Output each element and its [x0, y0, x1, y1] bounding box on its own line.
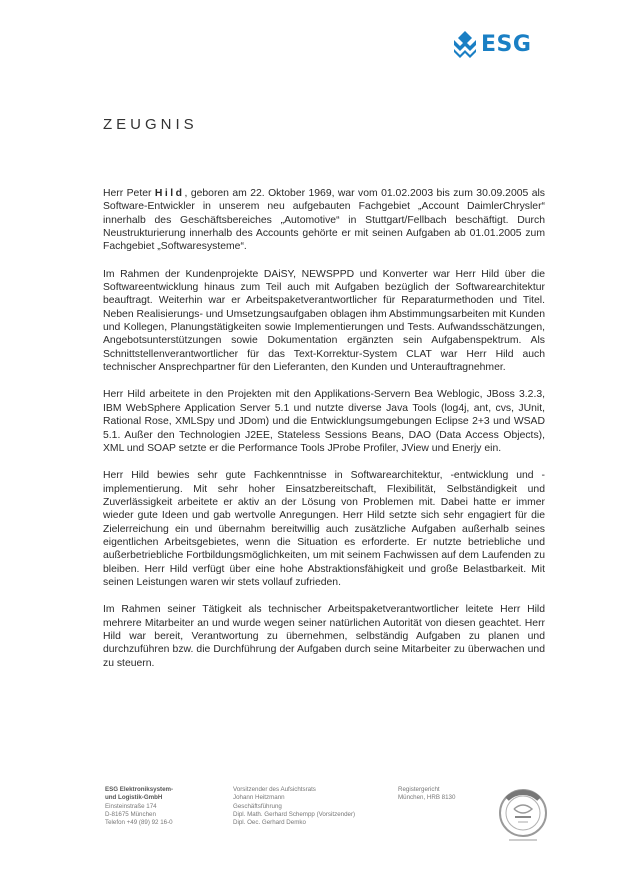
board-chair-name: Johann Heitzmann — [233, 794, 285, 802]
surname: Hild — [154, 188, 185, 199]
footer-company-address — [105, 786, 215, 827]
footer-register — [398, 786, 478, 803]
text-intro: Herr Peter — [103, 188, 155, 199]
management-member-1: Dipl. Math. Gerhard Schempp (Vorsitzender) — [233, 810, 356, 818]
paragraph-employment — [103, 187, 545, 254]
esg-logo-icon — [451, 30, 479, 58]
text-employment-details: , geboren am 22. Oktober 1969, war vom 01.02.2003 bis zum 30.09.2005 als Software-Entwickler in unserem neu aufgebauten Fachgebiet „Account DaimlerChrysler“ innerhalb des Geschäftsbereiches „Automotive“ in Stuttgart/Fellbach beschäftigt. Durch Neustrukturierung innerhalb des Accounts gehörte er mit seinen Aufgaben ab 01.01.2005 zum Fachgebiet „Softwaresysteme“. — [103, 188, 545, 253]
company-name-line1: ESG Elektroniksystem- — [105, 786, 174, 793]
certification-seal-icon — [497, 787, 549, 845]
management-member-2: Dipl. Oec. Gerhard Demko — [233, 819, 306, 827]
register-number: München, HRB 8130 — [398, 794, 456, 802]
register-court-label: Registergericht — [398, 786, 440, 793]
footer-management — [233, 786, 383, 827]
company-phone: Telefon +49 (89) 92 16-0 — [105, 819, 173, 827]
company-street: Einsteinstraße 174 — [105, 802, 157, 810]
paragraph-projects: Im Rahmen der Kundenprojekte DAiSY, NEWSPPD und Konverter war Herr Hild über die Softwareentwicklung hinaus zum Teil auch mit Aufgaben bezüglich der Softwarearchitektur beauftragt. Weiterhin war er Arbeitspaketverantwortlicher für Reparaturmethoden und Titel. Neben Realisierungs- und Umsetzungsaufgaben oblagen ihm Abstimmungsarbeiten mit Kunden und Kollegen, Planungstätigkeiten sowie Implementierungen und Tests. Aufwandsschätzungen, Angebotsunterstützungen sowie Dokumentation ergänzten sein Aufgabenspektrum. Als Schnittstellenverantwortlicher für das Text-Korrektur-System CLAT war Herr Hild auch technischer Ansprechpartner für den Lieferanten, den Kunden und Unterauftragnehmer. — [103, 268, 545, 374]
management-label: Geschäftsführung — [233, 802, 282, 810]
document-title: ZEUGNIS — [103, 116, 198, 133]
board-chair-label: Vorsitzender des Aufsichtsrats — [233, 786, 316, 793]
paragraph-leadership: Im Rahmen seiner Tätigkeit als technischer Arbeitspaketverantwortlicher leitete Herr Hild mehrere Mitarbeiter an und wurde wegen seiner natürlichen Autorität von diesen geachtet. Herr Hild war bereit, Verantwortung zu übernehmen, selbständig Aufgaben zu planen und durchzuführen bzw. die Durchführung der Aufgaben durch seine Mitarbeiter zu überwachen und zu steuern. — [103, 604, 545, 669]
company-name-line2: und Logistik-GmbH — [105, 794, 163, 802]
document-body — [103, 187, 545, 684]
paragraph-assessment: Herr Hild bewies sehr gute Fachkenntnisse in Softwarearchitektur, -entwicklung und -implementierung. Mit sehr hoher Einsatzbereitschaft, Flexibilität, Selbständigkeit und Zuverlässigkeit arbeitete er aktiv an der Lösung von Problemen mit. Dabei hatte er immer wieder gute Ideen und gab wertvolle Anregungen. Herr Hild setzte sich sehr engagiert für die Zielerreichung ein und übernahm bereitwillig auch zusätzliche Aufgaben außerhalb seines eigentlichen Arbeitsgebietes, wenn die Situation es erforderte. Er nutzte betriebliche und außerbetriebliche Fortbildungsmöglichkeiten, um mit seinem Fachwissen auf dem Laufenden zu bleiben. Herr Hild verfügt über eine hohe Abstraktionsfähigkeit und große Belastbarkeit. Mit seinen Leistungen waren wir stets vollauf zufrieden. — [103, 470, 545, 588]
company-city: D-81675 München — [105, 810, 156, 818]
paragraph-technologies: Herr Hild arbeitete in den Projekten mit den Applikations-Servern Bea Weblogic, JBoss 3.2.3, IBM WebSphere Application Server 5.1 und nutzte diverse Java Tools (log4j, ant, cvs, JUnit, Rational Rose, XMLSpy und JDom) und die Entwicklungsumgebungen Eclipse 2+3 und WSAD 5.1. Außer den Technologien J2EE, Stateless Sessions Beans, DAO (Data Access Objects), XML und SOAP setzte er die Performance Tools JProbe Profiler, JView und Enerjy ein. — [103, 389, 545, 454]
logo-text: ESG — [481, 32, 532, 57]
esg-logo — [451, 30, 547, 60]
